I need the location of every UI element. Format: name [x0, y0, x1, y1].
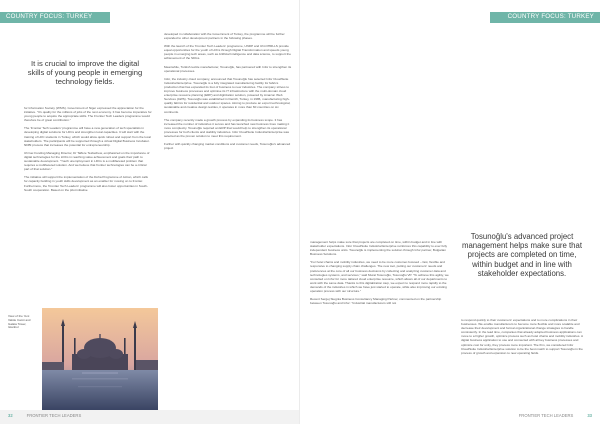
article-column-1: [24, 106, 152, 196]
paragraph: Further with quickly changing market conditions and customer needs, Tosunoğlu's advanced project: [164, 142, 291, 151]
istanbul-mosque-photo: [42, 308, 158, 410]
paragraph: The 'Frontier Tech Leaders' programme will have a new generation of tech specialists in developing digital solutions for LDCs and strengthen local capacities. It will start with the training of LDC students in Turkey, which would allow quick rollout and support from the local stakeholders. The participants will be supported through a virtual Digital Business Incubator. NDBI process that increases the potential for entrepreneurship.: [24, 126, 151, 147]
paragraph: The company recently made a growth process by expanding its business scope. It has increased the number of industries it serves and has launched new business lines making it more complexity. Tosunoğlu required an ERP that would help to strengthen its operational processes for both clients and stability industries. Infor CloudSuite Industrial Enterprise was selected as the proven solution to meet this requirement.: [164, 117, 290, 138]
footer-brand-left: FRONTIER TECH LEADERS: [26, 413, 82, 418]
article-column-4: [461, 318, 589, 359]
right-page: [300, 0, 600, 424]
pullquote-right: Tosunoğlu's advanced project management helps make sure that projects are completed on time, within budget and in line with stakeholder expectations.: [461, 232, 583, 278]
paragraph: With the launch of the 'Frontier Tech Leaders' programme, UNDP and UN-OHRLLS provide equal opportunities for the youth of LDCs through Digital Transformation and speeds young people in emerging tech areas, such as Artificial Intelligence and data science, to support the achievement of the SDGs.: [164, 44, 291, 61]
footer-right: [308, 412, 592, 420]
section-header-left: COUNTRY FOCUS: TURKEY: [0, 12, 110, 22]
istanbul-skyline-illustration: [42, 308, 158, 410]
paragraph: Meanwhile, Turkish textile manufacturer, Tosunoğlu, has partnered with Infor to strengthen its operational processes.: [164, 64, 292, 73]
photo-caption: View of the Yeni Valide Camii and Galata Tower, Istanbul: [8, 314, 31, 330]
footer-brand-right: FRONTIER TECH LEADERS: [518, 413, 574, 418]
pullquote-left: It is crucial to improve the digital skills of young people in emerging technology fields.: [27, 59, 143, 86]
page-number-left: 32: [8, 413, 13, 418]
article-column-2: [164, 32, 292, 154]
paragraph: Recent Sergej Stegnia Business Consultancy Managing Partner, commented on the partnership between Tosunoğlu and Infor: "Industrial manufacturers still not: [310, 297, 442, 306]
section-header-right: COUNTRY FOCUS: TURKEY: [490, 12, 600, 22]
page-number-right: 33: [587, 413, 592, 418]
article-column-3: [310, 240, 450, 309]
header-rule-right: [490, 22, 600, 23]
paragraph: The initiative will support the implementation of the Doha Programme of Action, which calls for capacity building in youth skills development as an enabler for moving on to frontier. Furthermore, the 'Frontier Tech Leaders' programme will also foster opportunities in South-South cooperation. Based on the pilot initiative: [24, 175, 148, 192]
paragraph: developed in collaboration with the Government of Turkey, the programme will be further expanded to other development partners in the following phases.: [164, 32, 285, 41]
header-rule-left: [0, 22, 110, 23]
paragraph: management helps make sure that projects are completed on time, within budget and in line with stakeholder expectations. Infor CloudSuite Industrial Enterprise reinforces this capability to ever fully independent business units. Tosunoğlu is implementing the solution through Infor partner, Bulgarian Business Solutions.: [310, 240, 448, 257]
paragraph: Infor, the industry cloud company, announced that Tosunoğlu has selected Infor CloudSuite Industrial Enterprise. Tosunoğlu is a fully integrated manufacturing facility for fabrics production that has expanded its foot of business to new industries. The company strives to improve business processes and optimise its IT infrastructure with the multi-domain cloud enterprise resource planning (ERP) and digitization solution, powered by Amazon Web Services (AWS). Tosunoğlu was established in Denizli, Turkey, in 1986, manufacturing high-quality fabrics for residential and outdoor spaces. Aiming to produce an export technological, sustainable and creative design textiles, it operates in more than 60 countries on six continents.: [164, 76, 291, 114]
paragraph: for Information Society (WSIS). Government of Niger expressed the appreciation for the initiative. "It's quality for the millions of jobs of the next economy. It has become imperative for young people to acquire the appropriate skills. The Frontier Tech Leaders programme would therefore be of great contribution.": [24, 106, 152, 123]
paragraph: UN tax Funding Managing Director, Dr Taffere Tesfachew, emphasized on the importance of digital technologies for the LDCs in reaching value achievement and goals their path to sustainable development. "Youth unemployment in LDCs is a multifaceted problem that requires a multifaceted solution. And we believe that frontier technologies can be a critical part of that solution.": [24, 150, 150, 172]
footer-left: [8, 412, 292, 420]
paragraph: to respond quickly to their customers' expectations and to more complications in their businesses. We enable manufacturers to become more flexible and more scalable and decrease their development and formal organizational change strategies to handle consistently. In the lead time, companies that already adopted business applications can move to a higher growth, optimize process such as hotel chains and mobility industries. A digital business application to use and connected with all key business processes and optimize cost for unity, they process more important. The firm, we considered Infor CloudSuite Industrial Enterprise solution to be the best match to support Tosunoğlu in the process of growth and expansion to new operating fields.: [461, 318, 583, 355]
paragraph: "For hotel chains and mobility industries, we need to be more customer-focused – fast, flexible and responsive to changing supply chain challenges. The new tool, putting our customers' needs and preferences at the core of all our business decisions by collecting and analyzing customer data and technologies systems, and services," said Murat Tosunoğlu, Tosunoğlu VP. "To achieve this agility, we consulted on Infor for more tailored cloud enterprise resource, which allows all of our departments to work with the same data. Thanks to this digitalization step, we expect to respond more rapidly to the demands of the industries in which we have just started to operate, while also improving our existing operation process with our structure.": [310, 260, 449, 294]
